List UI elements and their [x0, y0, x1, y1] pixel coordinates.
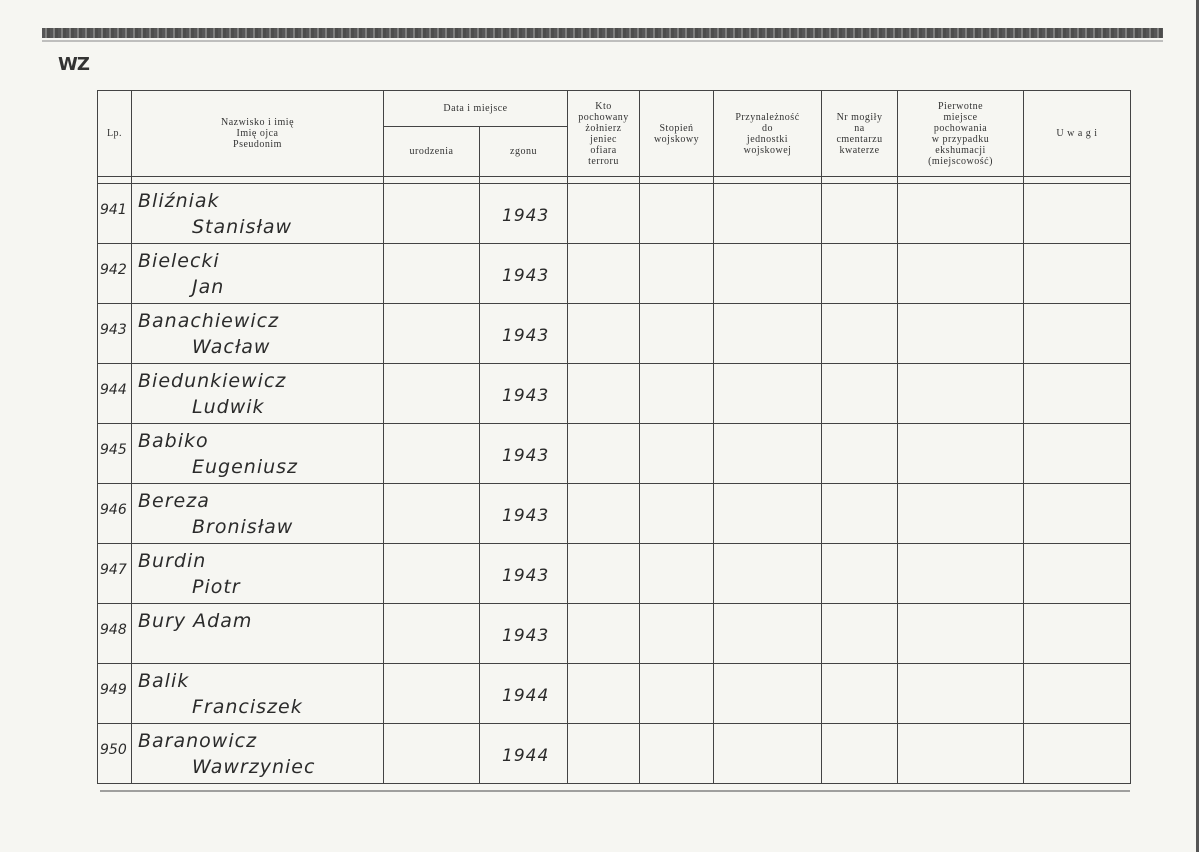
header-date-place: Data i miejsce	[384, 91, 568, 127]
header-uwagi: U w a g i	[1024, 91, 1131, 177]
cell-kto	[568, 244, 640, 304]
cell-nr-mogily	[822, 364, 898, 424]
cell-lp	[98, 724, 132, 784]
header-kto-line: pochowany	[578, 111, 629, 123]
entry-death-year: 1943	[502, 566, 550, 586]
cell-name	[132, 424, 384, 484]
cell-stopien	[640, 484, 714, 544]
entry-death-year: 1943	[502, 206, 550, 226]
cell-uwagi	[1024, 244, 1131, 304]
cell-uwagi	[1024, 664, 1131, 724]
header-stopien	[640, 91, 714, 177]
cell-przynaleznosc	[714, 184, 822, 244]
header-lp: Lp.	[98, 91, 132, 177]
entry-surname: Bielecki	[138, 250, 220, 272]
header-przynaleznosc-line: wojskowej	[743, 144, 792, 156]
entry-number: 941	[100, 202, 127, 218]
cell-uwagi	[1024, 604, 1131, 664]
entry-given-name: Bronisław	[192, 516, 294, 538]
header-przynaleznosc-line: jednostki	[746, 133, 789, 145]
header-spacer-row	[98, 177, 1131, 184]
header-nr-mogily-line: Nr mogiły	[836, 111, 883, 123]
entry-death-year: 1943	[502, 386, 550, 406]
table-row	[98, 424, 1131, 484]
cell-name	[132, 484, 384, 544]
cell-pierwotne	[898, 424, 1024, 484]
cell-lp	[98, 484, 132, 544]
header-name	[132, 91, 384, 177]
cell-uwagi	[1024, 724, 1131, 784]
entry-death-year: 1943	[502, 446, 550, 466]
entry-number: 947	[100, 562, 127, 578]
cell-pierwotne	[898, 664, 1024, 724]
header-name-line-3: Pseudonim	[233, 139, 282, 150]
header-pierwotne-line: ekshumacji	[935, 144, 986, 156]
entry-number: 950	[100, 742, 127, 758]
cell-birth	[384, 244, 480, 304]
entry-number: 944	[100, 382, 127, 398]
entry-given-name: Jan	[192, 276, 225, 298]
table-row	[98, 544, 1131, 604]
entry-given-name: Wawrzyniec	[192, 756, 316, 778]
cell-pierwotne	[898, 184, 1024, 244]
cell-death	[480, 604, 568, 664]
entry-given-name: Piotr	[192, 576, 241, 598]
header-nr-mogily-line: na	[854, 122, 865, 134]
cell-nr-mogily	[822, 304, 898, 364]
entry-number: 948	[100, 622, 127, 638]
entry-surname: Biedunkiewicz	[138, 370, 287, 392]
cell-death	[480, 424, 568, 484]
cell-death	[480, 304, 568, 364]
entry-given-name: Wacław	[192, 336, 271, 358]
cell-nr-mogily	[822, 484, 898, 544]
cell-lp	[98, 184, 132, 244]
cell-pierwotne	[898, 244, 1024, 304]
entry-surname: Bereza	[138, 490, 210, 512]
entry-surname: Balik	[138, 670, 190, 692]
header-birth: urodzenia	[384, 127, 480, 177]
entry-surname: Baranowicz	[138, 730, 258, 752]
cell-name	[132, 604, 384, 664]
cell-pierwotne	[898, 484, 1024, 544]
cell-birth	[384, 604, 480, 664]
cell-uwagi	[1024, 484, 1131, 544]
table-row	[98, 664, 1131, 724]
cell-name	[132, 364, 384, 424]
cell-stopien	[640, 424, 714, 484]
burial-register-table	[97, 90, 1131, 784]
cell-lp	[98, 424, 132, 484]
table-row	[98, 304, 1131, 364]
header-stopien-line: Stopień	[659, 122, 694, 134]
entry-number: 942	[100, 262, 127, 278]
table-row	[98, 244, 1131, 304]
cell-przynaleznosc	[714, 364, 822, 424]
entry-surname: Burdin	[138, 550, 207, 572]
cell-death	[480, 724, 568, 784]
cell-nr-mogily	[822, 724, 898, 784]
archive-logo: WZ	[58, 54, 89, 75]
cell-przynaleznosc	[714, 544, 822, 604]
header-pierwotne-line: pochowania	[933, 122, 988, 134]
header-przynaleznosc	[714, 91, 822, 177]
cell-death	[480, 184, 568, 244]
scan-top-bar	[42, 28, 1163, 38]
header-nr-mogily-line: cmentarzu	[836, 133, 883, 145]
header-przynaleznosc-line: Przynależność	[735, 111, 800, 123]
entry-number: 946	[100, 502, 127, 518]
entry-surname: Banachiewicz	[138, 310, 280, 332]
entry-number: 949	[100, 682, 127, 698]
cell-stopien	[640, 724, 714, 784]
entry-death-year: 1943	[502, 266, 550, 286]
cell-uwagi	[1024, 184, 1131, 244]
cell-pierwotne	[898, 724, 1024, 784]
cell-birth	[384, 724, 480, 784]
cell-birth	[384, 424, 480, 484]
scan-top-line	[42, 40, 1163, 42]
header-kto-line: ofiara	[590, 144, 617, 156]
cell-nr-mogily	[822, 544, 898, 604]
cell-name	[132, 724, 384, 784]
entry-surname: Babiko	[138, 430, 209, 452]
cell-przynaleznosc	[714, 664, 822, 724]
cell-death	[480, 664, 568, 724]
cell-death	[480, 484, 568, 544]
cell-kto	[568, 364, 640, 424]
header-kto-line: jeniec	[590, 133, 617, 145]
cell-kto	[568, 484, 640, 544]
scan-bottom-line	[100, 790, 1130, 792]
cell-kto	[568, 664, 640, 724]
register-sheet	[97, 90, 1130, 786]
header-stopien-line: wojskowy	[653, 133, 700, 145]
cell-birth	[384, 544, 480, 604]
header-kto-line: żołnierz	[585, 122, 622, 134]
cell-nr-mogily	[822, 184, 898, 244]
table-row	[98, 184, 1131, 244]
cell-pierwotne	[898, 304, 1024, 364]
cell-name	[132, 544, 384, 604]
cell-name	[132, 664, 384, 724]
cell-nr-mogily	[822, 424, 898, 484]
cell-przynaleznosc	[714, 424, 822, 484]
entry-death-year: 1943	[502, 326, 550, 346]
header-pierwotne-line: w przypadku	[931, 133, 990, 145]
header-name-line-2: Imię ojca	[236, 128, 279, 139]
entry-death-year: 1943	[502, 506, 550, 526]
cell-przynaleznosc	[714, 244, 822, 304]
table-row	[98, 604, 1131, 664]
cell-lp	[98, 304, 132, 364]
entry-given-name: Stanisław	[192, 216, 293, 238]
entry-surname: Bliźniak	[138, 190, 220, 212]
header-name-line-1: Nazwisko i imię	[220, 117, 295, 128]
cell-birth	[384, 304, 480, 364]
cell-stopien	[640, 664, 714, 724]
cell-death	[480, 364, 568, 424]
cell-przynaleznosc	[714, 604, 822, 664]
cell-stopien	[640, 184, 714, 244]
cell-pierwotne	[898, 544, 1024, 604]
table-row	[98, 724, 1131, 784]
cell-uwagi	[1024, 544, 1131, 604]
cell-birth	[384, 664, 480, 724]
entry-death-year: 1944	[502, 746, 550, 766]
cell-kto	[568, 424, 640, 484]
cell-nr-mogily	[822, 664, 898, 724]
cell-birth	[384, 364, 480, 424]
cell-lp	[98, 544, 132, 604]
entry-death-year: 1943	[502, 626, 550, 646]
entry-number: 943	[100, 322, 127, 338]
header-pierwotne-line: miejsce	[943, 111, 978, 123]
entry-given-name: Ludwik	[192, 396, 265, 418]
header-kto	[568, 91, 640, 177]
cell-stopien	[640, 304, 714, 364]
entry-given-name: Franciszek	[192, 696, 303, 718]
cell-death	[480, 244, 568, 304]
header-pierwotne-line: (miejscowość)	[928, 155, 993, 167]
cell-birth	[384, 184, 480, 244]
cell-uwagi	[1024, 364, 1131, 424]
header-pierwotne-line: Pierwotne	[937, 100, 984, 112]
cell-lp	[98, 364, 132, 424]
cell-pierwotne	[898, 604, 1024, 664]
cell-name	[132, 244, 384, 304]
entry-surname: Bury Adam	[138, 610, 253, 632]
cell-kto	[568, 184, 640, 244]
cell-kto	[568, 544, 640, 604]
cell-stopien	[640, 364, 714, 424]
header-kto-line: terroru	[588, 155, 619, 167]
header-nr-mogily	[822, 91, 898, 177]
header-przynaleznosc-line: do	[762, 122, 774, 134]
cell-pierwotne	[898, 364, 1024, 424]
cell-uwagi	[1024, 304, 1131, 364]
cell-nr-mogily	[822, 604, 898, 664]
cell-przynaleznosc	[714, 304, 822, 364]
cell-przynaleznosc	[714, 484, 822, 544]
cell-uwagi	[1024, 424, 1131, 484]
cell-lp	[98, 664, 132, 724]
header-death: zgonu	[480, 127, 568, 177]
entry-given-name: Eugeniusz	[192, 456, 299, 478]
cell-name	[132, 304, 384, 364]
cell-kto	[568, 604, 640, 664]
cell-kto	[568, 304, 640, 364]
cell-kto	[568, 724, 640, 784]
cell-lp	[98, 244, 132, 304]
cell-birth	[384, 484, 480, 544]
table-row	[98, 364, 1131, 424]
entry-number: 945	[100, 442, 127, 458]
header-kto-line: Kto	[595, 100, 612, 112]
cell-przynaleznosc	[714, 724, 822, 784]
header-pierwotne	[898, 91, 1024, 177]
entry-death-year: 1944	[502, 686, 550, 706]
cell-stopien	[640, 604, 714, 664]
cell-death	[480, 544, 568, 604]
cell-nr-mogily	[822, 244, 898, 304]
cell-lp	[98, 604, 132, 664]
cell-stopien	[640, 544, 714, 604]
table-row	[98, 484, 1131, 544]
cell-stopien	[640, 244, 714, 304]
cell-name	[132, 184, 384, 244]
header-nr-mogily-line: kwaterze	[839, 144, 880, 156]
